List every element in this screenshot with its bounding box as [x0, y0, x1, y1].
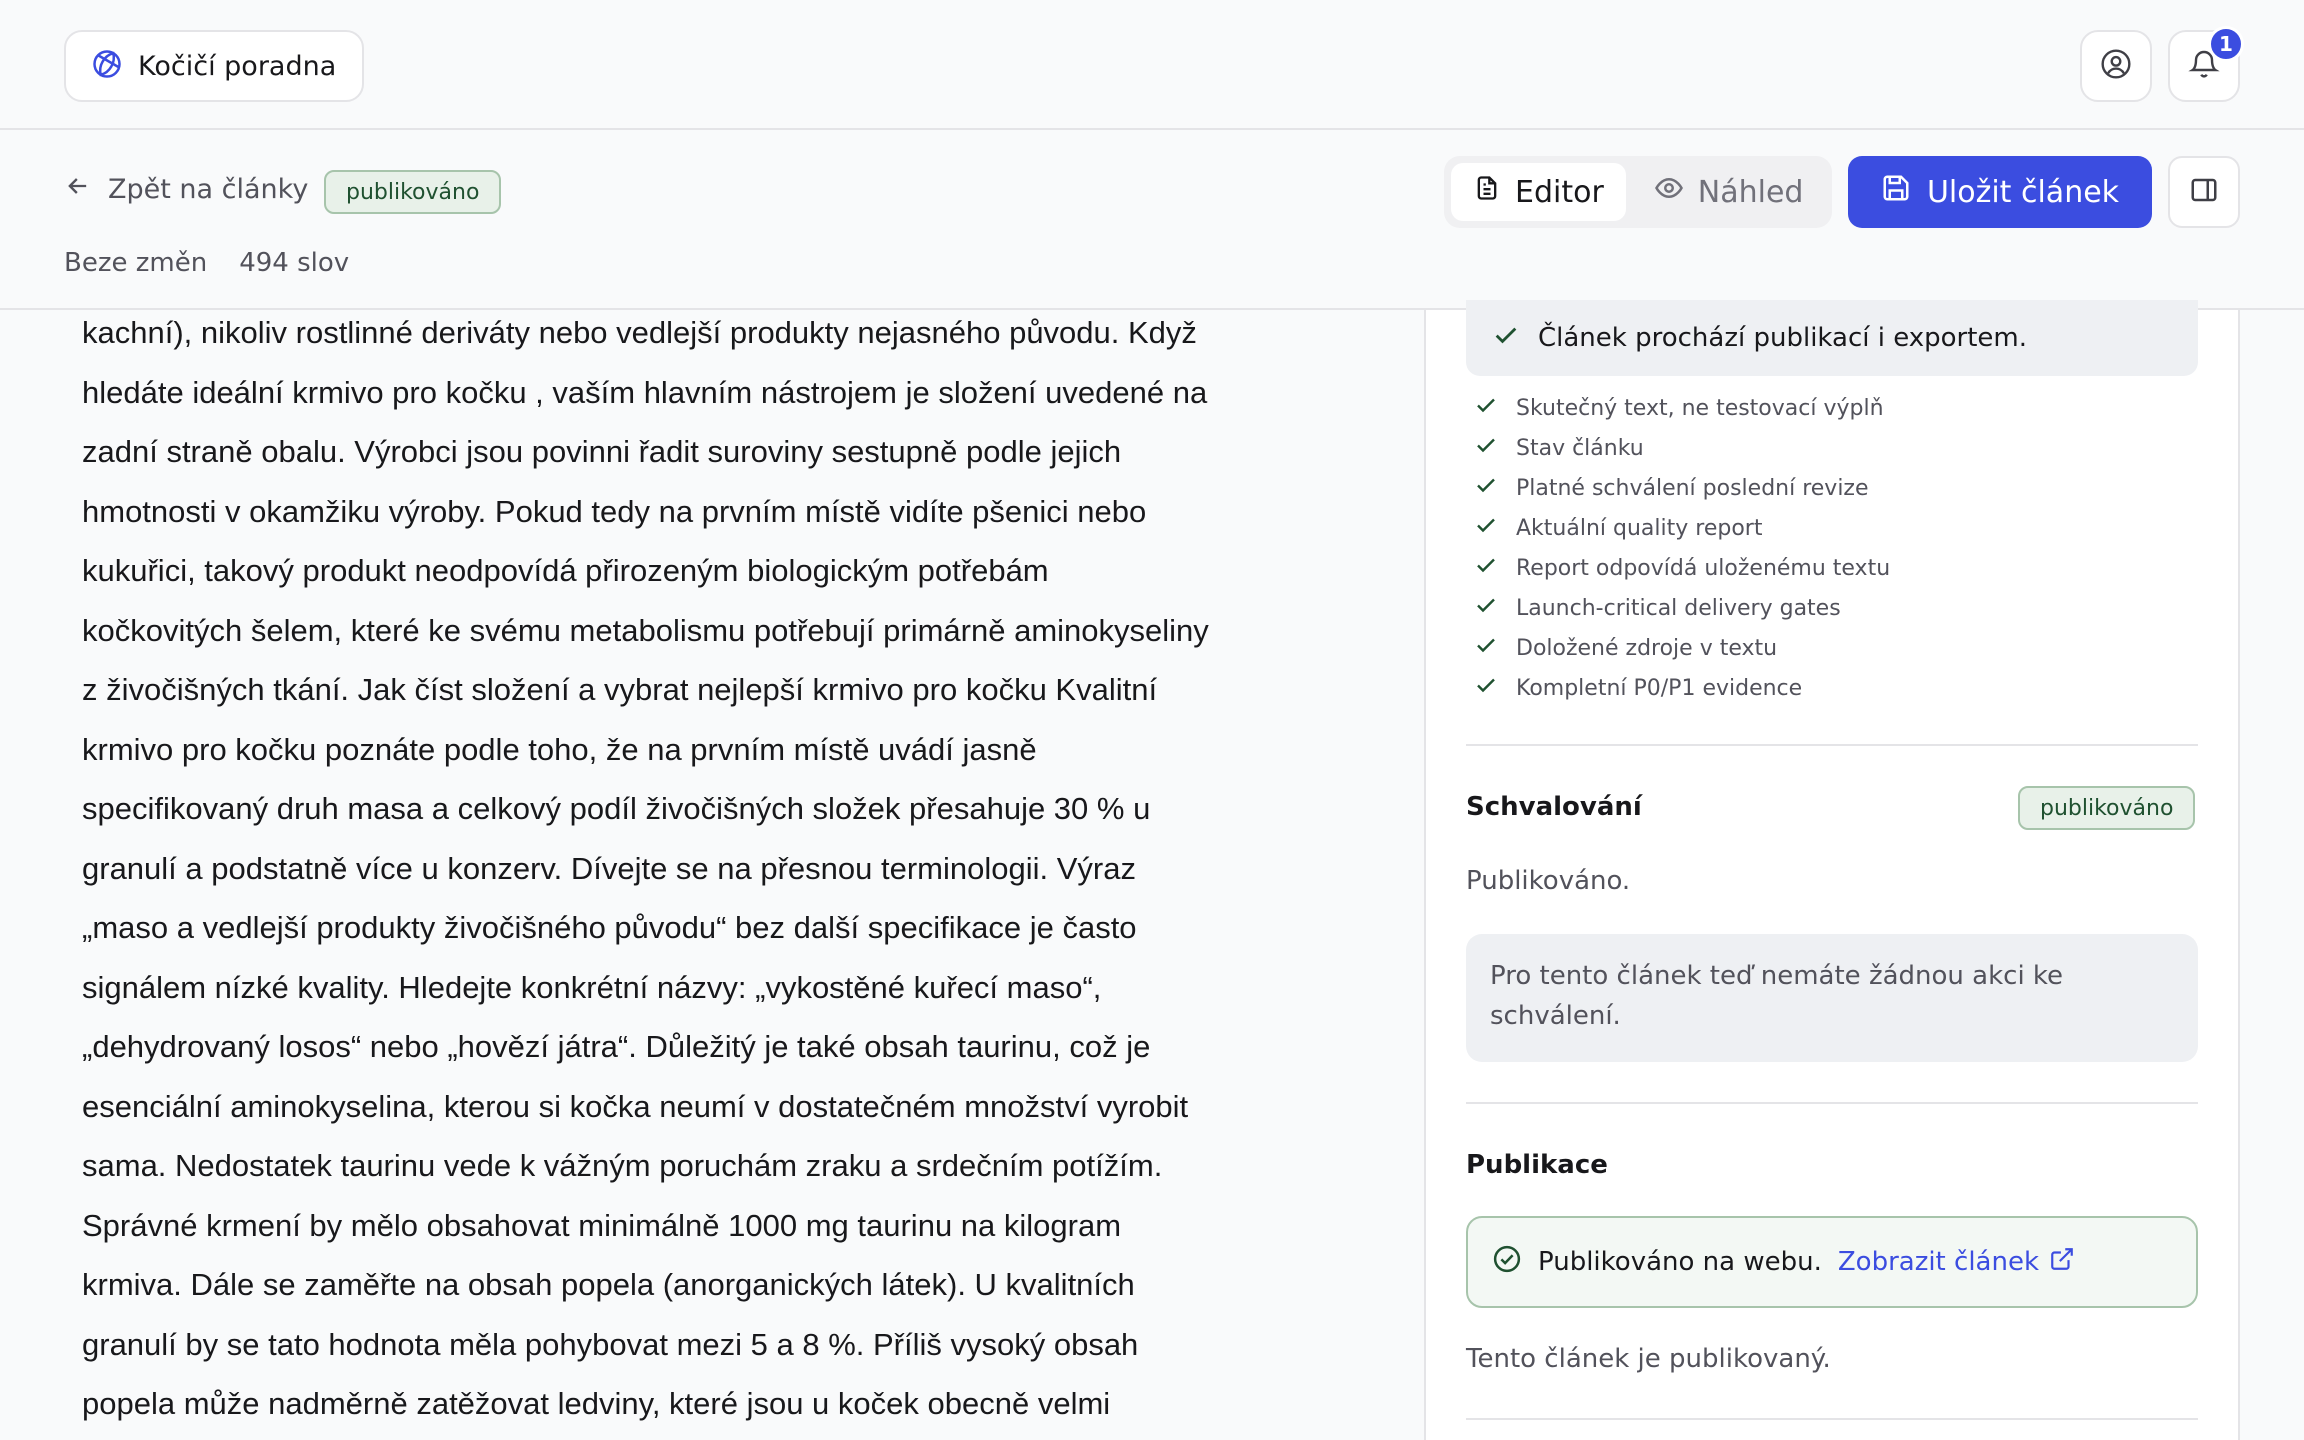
article-line: krmivo pro kočku poznáte podle toho, že na prvním místě uvádí jasně — [82, 731, 1037, 767]
save-icon — [1881, 173, 1911, 211]
save-button-label: Uložit článek — [1926, 174, 2120, 210]
view-article-link[interactable] — [1838, 1246, 2075, 1279]
article-line: krmiva. Dále se zaměřte na obsah popela (anorganických látek). U kvalitních — [82, 1267, 1135, 1302]
approval-state-text: Publikováno. — [1466, 866, 1631, 896]
check-icon — [1474, 513, 1498, 543]
arrow-left-icon — [64, 172, 92, 207]
publication-section-title: Publikace — [1466, 1150, 1608, 1180]
list-item — [1474, 508, 1890, 548]
check-label: Report odpovídá uloženému textu — [1516, 555, 1891, 581]
check-label: Launch-critical delivery gates — [1516, 595, 1841, 621]
article-status-badge: publikováno — [324, 170, 501, 214]
check-icon — [1474, 593, 1498, 623]
check-icon — [1474, 673, 1498, 703]
article-editor[interactable] — [82, 303, 1372, 1434]
quality-checklist — [1474, 388, 1890, 708]
publication-footer-text: Tento článek je publikovaný. — [1466, 1344, 1831, 1374]
list-item — [1474, 628, 1890, 668]
list-item — [1474, 428, 1890, 468]
change-state: Beze změn — [64, 248, 208, 278]
account-button[interactable] — [2080, 30, 2152, 102]
article-line: popela může nadměrně zatěžovat ledviny, které jsou u koček obecně velmi — [82, 1386, 1111, 1421]
tab-editor-label: Editor — [1515, 174, 1604, 210]
check-label: Skutečný text, ne testovací výplň — [1516, 395, 1884, 421]
check-label: Platné schválení poslední revize — [1516, 475, 1869, 501]
article-line: granulí a podstatně více u konzerv. Dívejte se na přesnou terminologii. Výraz — [82, 850, 1136, 886]
article-line: kočkovitých šelem, které ke svému metabolismu potřebují primárně aminokyseliny — [82, 612, 1209, 648]
article-line: „maso a vedlejší produkty živočišného původu“ bez další specifikace je často — [82, 910, 1137, 945]
article-line: hledáte ideální krmivo pro kočku , vaším hlavním nástrojem je složení uvedené na — [82, 374, 1208, 410]
divider — [1466, 1102, 2198, 1104]
check-label: Stav článku — [1516, 435, 1644, 461]
check-icon — [1474, 553, 1498, 583]
back-link-label: Zpět na články — [108, 174, 309, 205]
notifications-button[interactable] — [2168, 30, 2240, 102]
check-icon — [1474, 633, 1498, 663]
article-line: kukuřici, takový produkt neodpovídá přirozeným biologickým potřebám — [82, 553, 1049, 588]
toggle-sidebar-button[interactable] — [2168, 156, 2240, 228]
tab-editor[interactable] — [1451, 163, 1626, 221]
list-item — [1474, 548, 1890, 588]
article-line: zadní straně obalu. Výrobci jsou povinni řadit suroviny sestupně podle jejich — [82, 434, 1122, 469]
check-icon — [1492, 321, 1520, 356]
check-icon — [1474, 433, 1498, 463]
article-line: specifikovaný druh masa a celkový podíl živočišných složek přesahuje 30 % u — [82, 791, 1151, 826]
eye-icon — [1654, 173, 1684, 211]
check-label: Aktuální quality report — [1516, 515, 1763, 541]
approval-section-title: Schvalování — [1466, 792, 1642, 822]
top-bar — [0, 0, 2304, 130]
tab-preview-label: Náhled — [1697, 174, 1804, 210]
check-circle-icon — [1492, 1244, 1522, 1281]
document-icon — [1473, 174, 1501, 210]
divider — [1466, 1418, 2198, 1420]
app-name: Kočičí poradna — [138, 50, 337, 82]
back-to-articles-link[interactable] — [64, 172, 308, 207]
word-count: 494 slov — [239, 248, 350, 278]
divider — [1466, 744, 2198, 746]
view-article-link-label: Zobrazit článek — [1837, 1247, 2040, 1277]
article-line: granulí by se tato hodnota měla pohybovat mezi 5 a 8 %. Příliš vysoký obsah — [82, 1326, 1139, 1362]
article-line: Správné krmení by mělo obsahovat minimálně 1000 mg taurinu na kilogram — [82, 1207, 1122, 1243]
publication-status-box — [1466, 1216, 2198, 1308]
workspace-switcher-button[interactable] — [64, 30, 364, 102]
save-article-button[interactable] — [1848, 156, 2152, 228]
tab-preview[interactable] — [1632, 163, 1826, 221]
list-item — [1474, 468, 1890, 508]
article-line: sama. Nedostatek taurinu vede k vážným poruchám zraku a srdečním potížím. — [82, 1148, 1163, 1183]
external-link-icon — [2049, 1246, 2075, 1279]
quality-summary — [1466, 300, 2198, 376]
article-line: kachní), nikoliv rostlinné deriváty nebo vedlejší produkty nejasného původu. Když — [82, 315, 1197, 350]
article-line: signálem nízké kvality. Hledejte konkrétní názvy: „vykostěné kuřecí maso“, — [82, 969, 1102, 1005]
check-label: Kompletní P0/P1 evidence — [1516, 675, 1803, 701]
sidebar-panel-icon — [2189, 175, 2219, 209]
view-mode-toggle — [1444, 156, 1832, 228]
notification-count-badge: 1 — [2208, 26, 2244, 62]
approval-info-text: Pro tento článek teď nemáte žádnou akci ke schválení. — [1490, 961, 2064, 1031]
article-line: „dehydrovaný losos“ nebo „hovězí játra“. Důležitý je také obsah taurinu, což je — [82, 1029, 1151, 1064]
list-item — [1474, 668, 1890, 708]
list-item — [1474, 388, 1890, 428]
check-icon — [1474, 393, 1498, 423]
article-meta — [64, 248, 349, 278]
approval-status-badge: publikováno — [2018, 786, 2195, 830]
published-text: Publikováno na webu. — [1538, 1247, 1822, 1277]
globe-icon — [92, 49, 122, 83]
check-label: Doložené zdroje v textu — [1516, 635, 1778, 661]
article-line: esenciální aminokyselina, kterou si kočka neumí v dostatečném množství vyrobit — [82, 1088, 1189, 1124]
check-icon — [1474, 473, 1498, 503]
quality-summary-text: Článek prochází publikací i exportem. — [1538, 323, 2028, 353]
article-line: hmotnosti v okamžiku výroby. Pokud tedy na prvním místě vidíte pšenici nebo — [82, 493, 1147, 529]
user-circle-icon — [2100, 48, 2132, 84]
approval-info-box — [1466, 934, 2198, 1062]
list-item — [1474, 588, 1890, 628]
article-line: z živočišných tkání. Jak číst složení a vybrat nejlepší krmivo pro kočku Kvalitní — [82, 672, 1158, 707]
